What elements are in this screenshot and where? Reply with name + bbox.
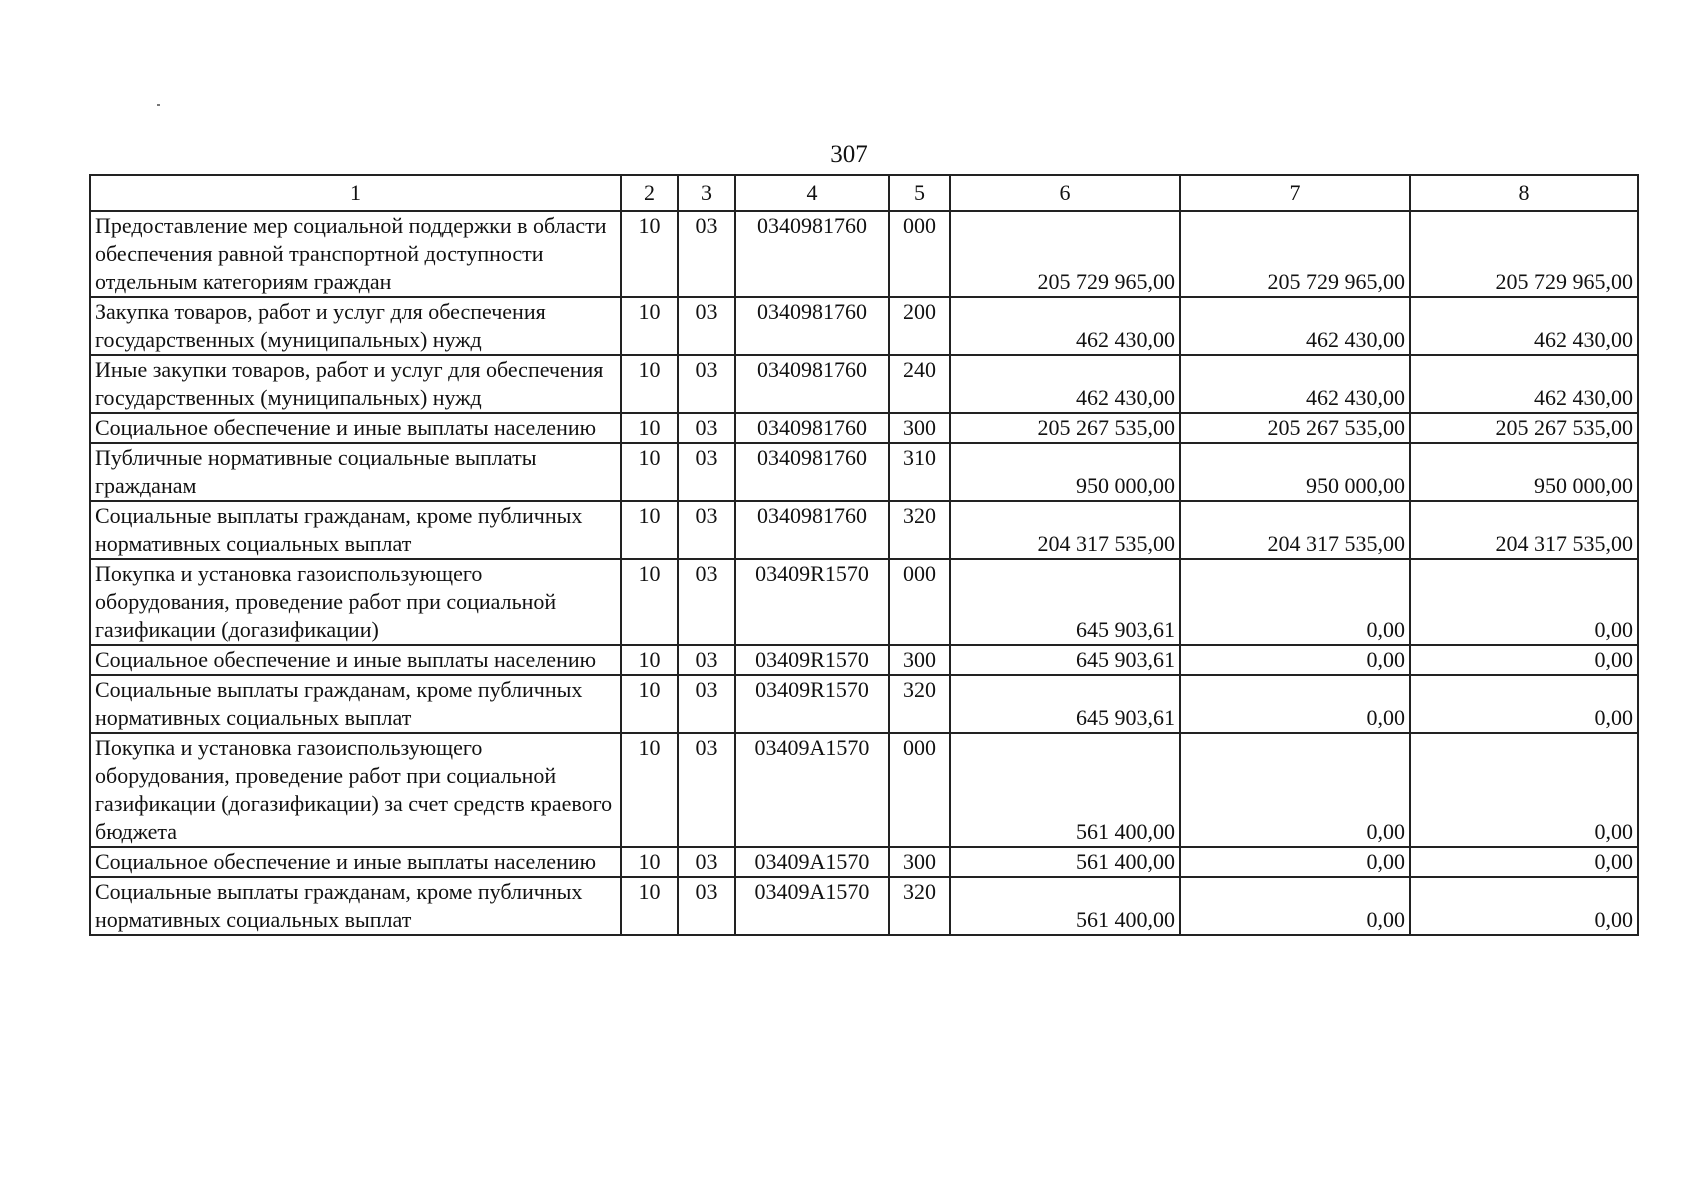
- expense-type-code: 200: [889, 297, 950, 355]
- table-row: [90, 675, 1638, 733]
- column-header: 5: [889, 175, 950, 211]
- amount-col-7: 0,00: [1180, 675, 1410, 733]
- amount-col-7: 462 430,00: [1180, 355, 1410, 413]
- subsection-code: 03: [678, 559, 735, 645]
- amount-col-7: 0,00: [1180, 847, 1410, 877]
- amount-col-8: 462 430,00: [1410, 297, 1638, 355]
- table-row: [90, 501, 1638, 559]
- amount-col-6: 561 400,00: [950, 733, 1180, 847]
- section-code: 10: [621, 847, 678, 877]
- table-row: [90, 733, 1638, 847]
- amount-col-6: 204 317 535,00: [950, 501, 1180, 559]
- target-article-code: 03409R1570: [735, 559, 889, 645]
- row-name: Покупка и установка газоиспользующего оборудования, проведение работ при социальной газификации (догазификации) за счет средств краевого бюджета: [90, 733, 621, 847]
- section-code: 10: [621, 559, 678, 645]
- row-name: Социальное обеспечение и иные выплаты населению: [90, 413, 621, 443]
- section-code: 10: [621, 211, 678, 297]
- table-row: [90, 211, 1638, 297]
- section-code: 10: [621, 297, 678, 355]
- subsection-code: 03: [678, 211, 735, 297]
- column-header: 6: [950, 175, 1180, 211]
- expense-type-code: 000: [889, 559, 950, 645]
- table-row: [90, 413, 1638, 443]
- subsection-code: 03: [678, 675, 735, 733]
- amount-col-7: 205 267 535,00: [1180, 413, 1410, 443]
- amount-col-7: 0,00: [1180, 645, 1410, 675]
- amount-col-6: 561 400,00: [950, 847, 1180, 877]
- target-article-code: 03409A1570: [735, 733, 889, 847]
- subsection-code: 03: [678, 413, 735, 443]
- amount-col-6: 645 903,61: [950, 675, 1180, 733]
- target-article-code: 0340981760: [735, 443, 889, 501]
- row-name: Социальные выплаты гражданам, кроме публичных нормативных социальных выплат: [90, 501, 621, 559]
- row-name: Социальные выплаты гражданам, кроме публичных нормативных социальных выплат: [90, 877, 621, 935]
- amount-col-6: 645 903,61: [950, 645, 1180, 675]
- expense-type-code: 000: [889, 733, 950, 847]
- table-row: [90, 355, 1638, 413]
- section-code: 10: [621, 355, 678, 413]
- amount-col-7: 0,00: [1180, 559, 1410, 645]
- amount-col-6: 205 267 535,00: [950, 413, 1180, 443]
- amount-col-8: 950 000,00: [1410, 443, 1638, 501]
- column-header: 3: [678, 175, 735, 211]
- amount-col-6: 462 430,00: [950, 297, 1180, 355]
- amount-col-7: 0,00: [1180, 733, 1410, 847]
- section-code: 10: [621, 501, 678, 559]
- table-row: [90, 559, 1638, 645]
- amount-col-7: 950 000,00: [1180, 443, 1410, 501]
- scan-speck: [157, 104, 160, 106]
- target-article-code: 03409R1570: [735, 645, 889, 675]
- expense-type-code: 240: [889, 355, 950, 413]
- row-name: Предоставление мер социальной поддержки в области обеспечения равной транспортной доступности отдельным категориям граждан: [90, 211, 621, 297]
- row-name: Социальное обеспечение и иные выплаты населению: [90, 847, 621, 877]
- subsection-code: 03: [678, 733, 735, 847]
- section-code: 10: [621, 443, 678, 501]
- amount-col-6: 462 430,00: [950, 355, 1180, 413]
- target-article-code: 03409R1570: [735, 675, 889, 733]
- amount-col-8: 0,00: [1410, 877, 1638, 935]
- expense-type-code: 000: [889, 211, 950, 297]
- amount-col-8: 0,00: [1410, 559, 1638, 645]
- subsection-code: 03: [678, 501, 735, 559]
- expense-type-code: 320: [889, 501, 950, 559]
- subsection-code: 03: [678, 645, 735, 675]
- amount-col-6: 205 729 965,00: [950, 211, 1180, 297]
- table-row: [90, 297, 1638, 355]
- amount-col-6: 645 903,61: [950, 559, 1180, 645]
- amount-col-8: 0,00: [1410, 645, 1638, 675]
- page-number: 307: [830, 141, 868, 168]
- amount-col-6: 561 400,00: [950, 877, 1180, 935]
- column-header: 1: [90, 175, 621, 211]
- section-code: 10: [621, 645, 678, 675]
- amount-col-8: 205 729 965,00: [1410, 211, 1638, 297]
- amount-col-8: 205 267 535,00: [1410, 413, 1638, 443]
- amount-col-8: 204 317 535,00: [1410, 501, 1638, 559]
- row-name: Публичные нормативные социальные выплаты гражданам: [90, 443, 621, 501]
- target-article-code: 0340981760: [735, 297, 889, 355]
- subsection-code: 03: [678, 877, 735, 935]
- amount-col-7: 462 430,00: [1180, 297, 1410, 355]
- target-article-code: 0340981760: [735, 211, 889, 297]
- table-row: [90, 877, 1638, 935]
- expense-type-code: 320: [889, 675, 950, 733]
- amount-col-8: 0,00: [1410, 733, 1638, 847]
- subsection-code: 03: [678, 355, 735, 413]
- column-header: 4: [735, 175, 889, 211]
- amount-col-7: 205 729 965,00: [1180, 211, 1410, 297]
- table-header-row: [90, 175, 1638, 211]
- table-row: [90, 847, 1638, 877]
- subsection-code: 03: [678, 297, 735, 355]
- amount-col-8: 0,00: [1410, 847, 1638, 877]
- table-row: [90, 443, 1638, 501]
- row-name: Закупка товаров, работ и услуг для обеспечения государственных (муниципальных) нужд: [90, 297, 621, 355]
- target-article-code: 0340981760: [735, 501, 889, 559]
- subsection-code: 03: [678, 443, 735, 501]
- target-article-code: 0340981760: [735, 413, 889, 443]
- amount-col-7: 204 317 535,00: [1180, 501, 1410, 559]
- amount-col-6: 950 000,00: [950, 443, 1180, 501]
- column-header: 8: [1410, 175, 1638, 211]
- section-code: 10: [621, 733, 678, 847]
- column-header: 2: [621, 175, 678, 211]
- row-name: Иные закупки товаров, работ и услуг для обеспечения государственных (муниципальных) нужд: [90, 355, 621, 413]
- amount-col-8: 462 430,00: [1410, 355, 1638, 413]
- expense-type-code: 320: [889, 877, 950, 935]
- subsection-code: 03: [678, 847, 735, 877]
- target-article-code: 03409A1570: [735, 877, 889, 935]
- section-code: 10: [621, 675, 678, 733]
- expense-type-code: 300: [889, 413, 950, 443]
- section-code: 10: [621, 413, 678, 443]
- amount-col-7: 0,00: [1180, 877, 1410, 935]
- table-row: [90, 645, 1638, 675]
- expense-type-code: 310: [889, 443, 950, 501]
- row-name: Социальное обеспечение и иные выплаты населению: [90, 645, 621, 675]
- column-header: 7: [1180, 175, 1410, 211]
- amount-col-8: 0,00: [1410, 675, 1638, 733]
- row-name: Покупка и установка газоиспользующего оборудования, проведение работ при социальной газификации (догазификации): [90, 559, 621, 645]
- expense-type-code: 300: [889, 847, 950, 877]
- expense-type-code: 300: [889, 645, 950, 675]
- budget-table: [89, 174, 1639, 936]
- row-name: Социальные выплаты гражданам, кроме публичных нормативных социальных выплат: [90, 675, 621, 733]
- section-code: 10: [621, 877, 678, 935]
- target-article-code: 03409A1570: [735, 847, 889, 877]
- target-article-code: 0340981760: [735, 355, 889, 413]
